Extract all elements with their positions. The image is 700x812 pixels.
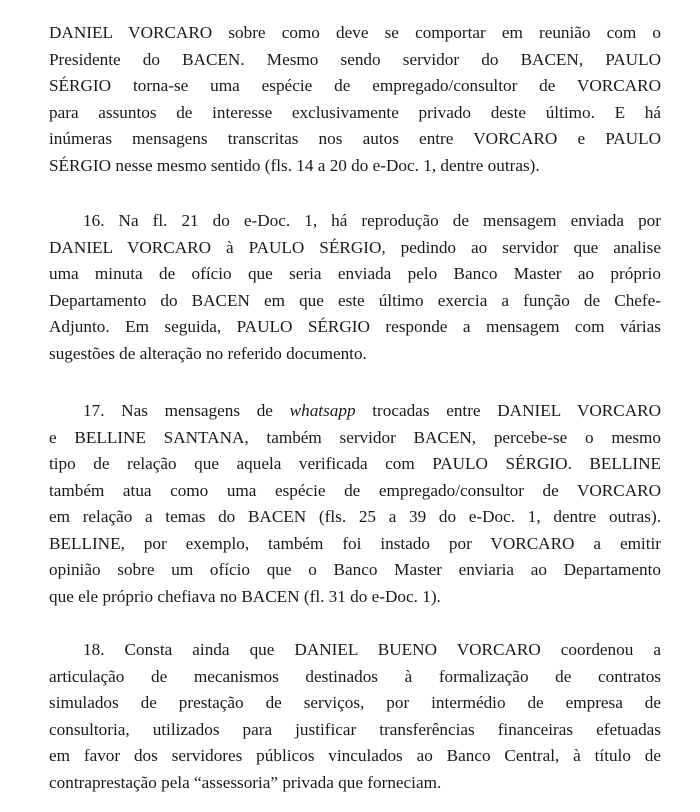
text-line: articulação de mecanismos destinados à formalização de contratos: [49, 666, 661, 686]
paragraph-16: [49, 208, 661, 367]
text-line: Adjunto. Em seguida, PAULO SÉRGIO responde a mensagem com várias: [49, 317, 661, 336]
text-line: 16. Na fl. 21 do e-Doc. 1, há reprodução de mensagem enviada por: [83, 211, 661, 230]
text-line: consultoria, utilizados para justificar transferências financeiras efetuadas: [49, 719, 661, 739]
text-line: simulados de prestação de serviços, por intermédio de empresa de: [49, 693, 661, 712]
text-line: contraprestação pela “assessoria” privada que forneciam.: [49, 772, 442, 792]
text-line: uma minuta de ofício que seria enviada pelo Banco Master ao próprio: [49, 264, 661, 283]
text-line: inúmeras mensagens transcritas nos autos entre VORCARO e PAULO: [49, 129, 661, 148]
text-line: 18. Consta ainda que DANIEL BUENO VORCARO coordenou a: [83, 640, 661, 659]
text-line: sugestões de alteração no referido documento.: [49, 343, 367, 363]
paragraph-continuation: [49, 20, 661, 179]
text-line: Presidente do BACEN. Mesmo sendo servidor do BACEN, PAULO: [49, 49, 661, 69]
text-line: SÉRGIO torna-se uma espécie de empregado/consultor de VORCARO: [49, 76, 661, 95]
text-line: opinião sobre um ofício que o Banco Master enviaria ao Departamento: [49, 560, 661, 579]
text-line: em relação a temas do BACEN (fls. 25 a 39 do e-Doc. 1, dentre outras).: [49, 507, 661, 526]
text-line: também atua como uma espécie de empregado/consultor de VORCARO: [49, 480, 661, 500]
text-line: em favor dos servidores públicos vinculados ao Banco Central, à título de: [49, 746, 661, 765]
text-line: SÉRGIO nesse mesmo sentido (fls. 14 a 20 do e-Doc. 1, dentre outras).: [49, 155, 540, 175]
text-line: Departamento do BACEN em que este último exercia a função de Chefe-: [49, 290, 661, 310]
text-line: DANIEL VORCARO sobre como deve se comportar em reunião com o: [49, 23, 661, 42]
text-segment: 17. Nas mensagens de: [83, 401, 290, 420]
text-line: BELLINE, por exemplo, também foi instado por VORCARO a emitir: [49, 533, 661, 553]
text-line: e BELLINE SANTANA, também servidor BACEN, percebe-se o mesmo: [49, 427, 661, 447]
text-line: DANIEL VORCARO à PAULO SÉRGIO, pedindo ao servidor que analise: [49, 237, 661, 257]
paragraph-18: [49, 637, 661, 796]
paragraph-17: [49, 398, 661, 610]
text-line: que ele próprio chefiava no BACEN (fl. 31 do e-Doc. 1).: [49, 586, 441, 606]
italic-term: whatsapp: [289, 401, 356, 420]
text-line: [49, 398, 661, 425]
text-segment: trocadas entre DANIEL VORCARO: [355, 401, 661, 420]
text-line: para assuntos de interesse exclusivamente privado deste último. E há: [49, 102, 661, 122]
text-line: tipo de relação que aquela verificada com PAULO SÉRGIO. BELLINE: [49, 454, 661, 473]
